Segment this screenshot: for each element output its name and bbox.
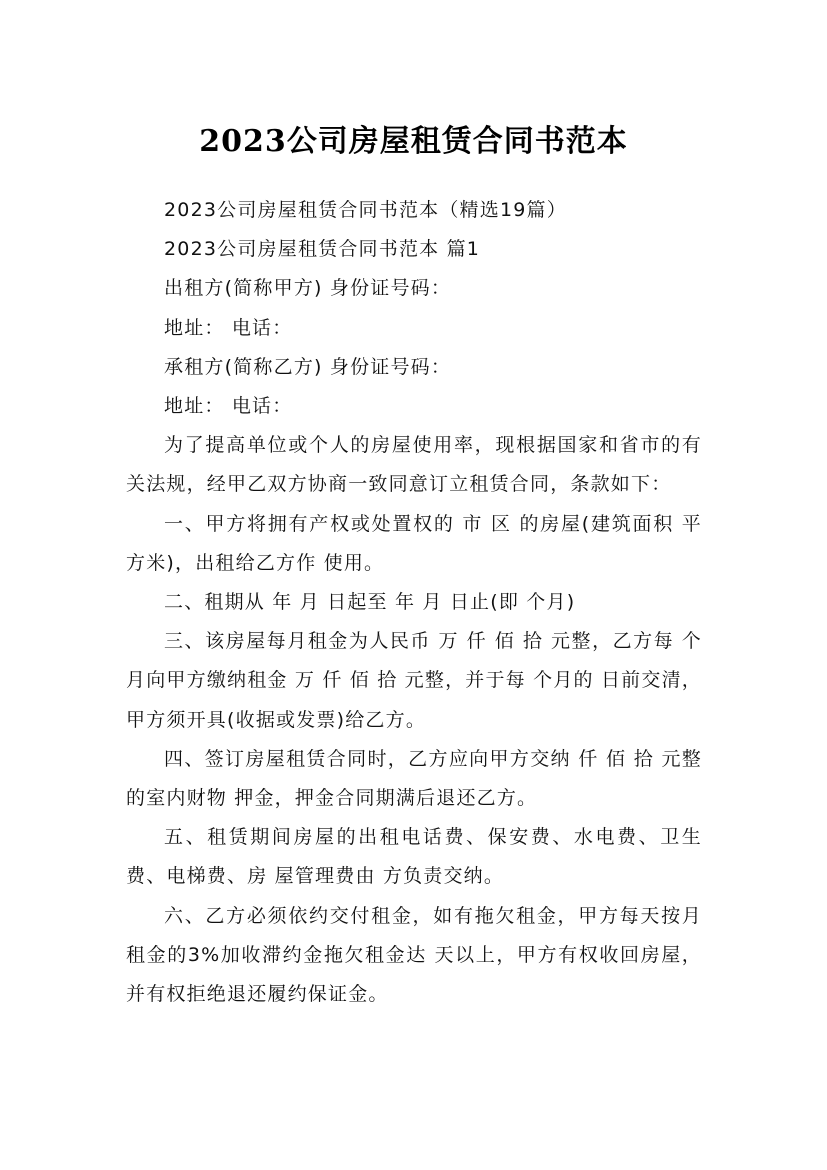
lessor-line: 出租方(简称甲方) 身份证号码：	[164, 277, 452, 300]
section-heading: 2023公司房屋租赁合同书范本 篇1	[164, 238, 481, 261]
clause-3-paragraph: 三、该房屋每月租金为人民币 万 仟 佰 拾 元整，乙方每 个月向甲方缴纳租金 万 仟 佰 拾 元整，并于每 个月的 日前交清，甲方须开具(收据或发票)给乙方。	[126, 630, 702, 731]
clause-1-paragraph: 一、甲方将拥有产权或处置权的 市 区 的房屋(建筑面积 平方米)，出租给乙方作 使用。	[126, 512, 702, 574]
document-title: 2023公司房屋租赁合同书范本	[199, 124, 628, 160]
lessee-line: 承租方(简称乙方) 身份证号码：	[164, 355, 452, 378]
clause-4-paragraph: 四、签订房屋租赁合同时，乙方应向甲方交纳 仟 佰 拾 元整的室内财物 押金，押金合同期满后退还乙方。	[126, 747, 702, 810]
clause-2-paragraph: 二、租期从 年 月 日起至 年 月 日止(即 个月)	[164, 591, 576, 614]
document-body	[126, 191, 702, 1014]
lessor-address-line: 地址： 电话：	[164, 316, 293, 339]
lessee-address-line: 地址： 电话：	[164, 395, 293, 418]
clause-6-paragraph: 六、乙方必须依约交付租金，如有拖欠租金，甲方每天按月租金的3%加收滞约金拖欠租金达 天以上，甲方有权收回房屋，并有权拒绝退还履约保证金。	[126, 904, 702, 1006]
clause-5-paragraph: 五、租赁期间房屋的出租电话费、保安费、水电费、卫生费、电梯费、房 屋管理费由 方负责交纳。	[126, 826, 702, 888]
preamble-paragraph: 为了提高单位或个人的房屋使用率，现根据国家和省市的有关法规，经甲乙双方协商一致同意订立租赁合同，条款如下：	[126, 434, 702, 496]
subtitle-paragraph: 2023公司房屋租赁合同书范本（精选19篇）	[164, 199, 567, 221]
